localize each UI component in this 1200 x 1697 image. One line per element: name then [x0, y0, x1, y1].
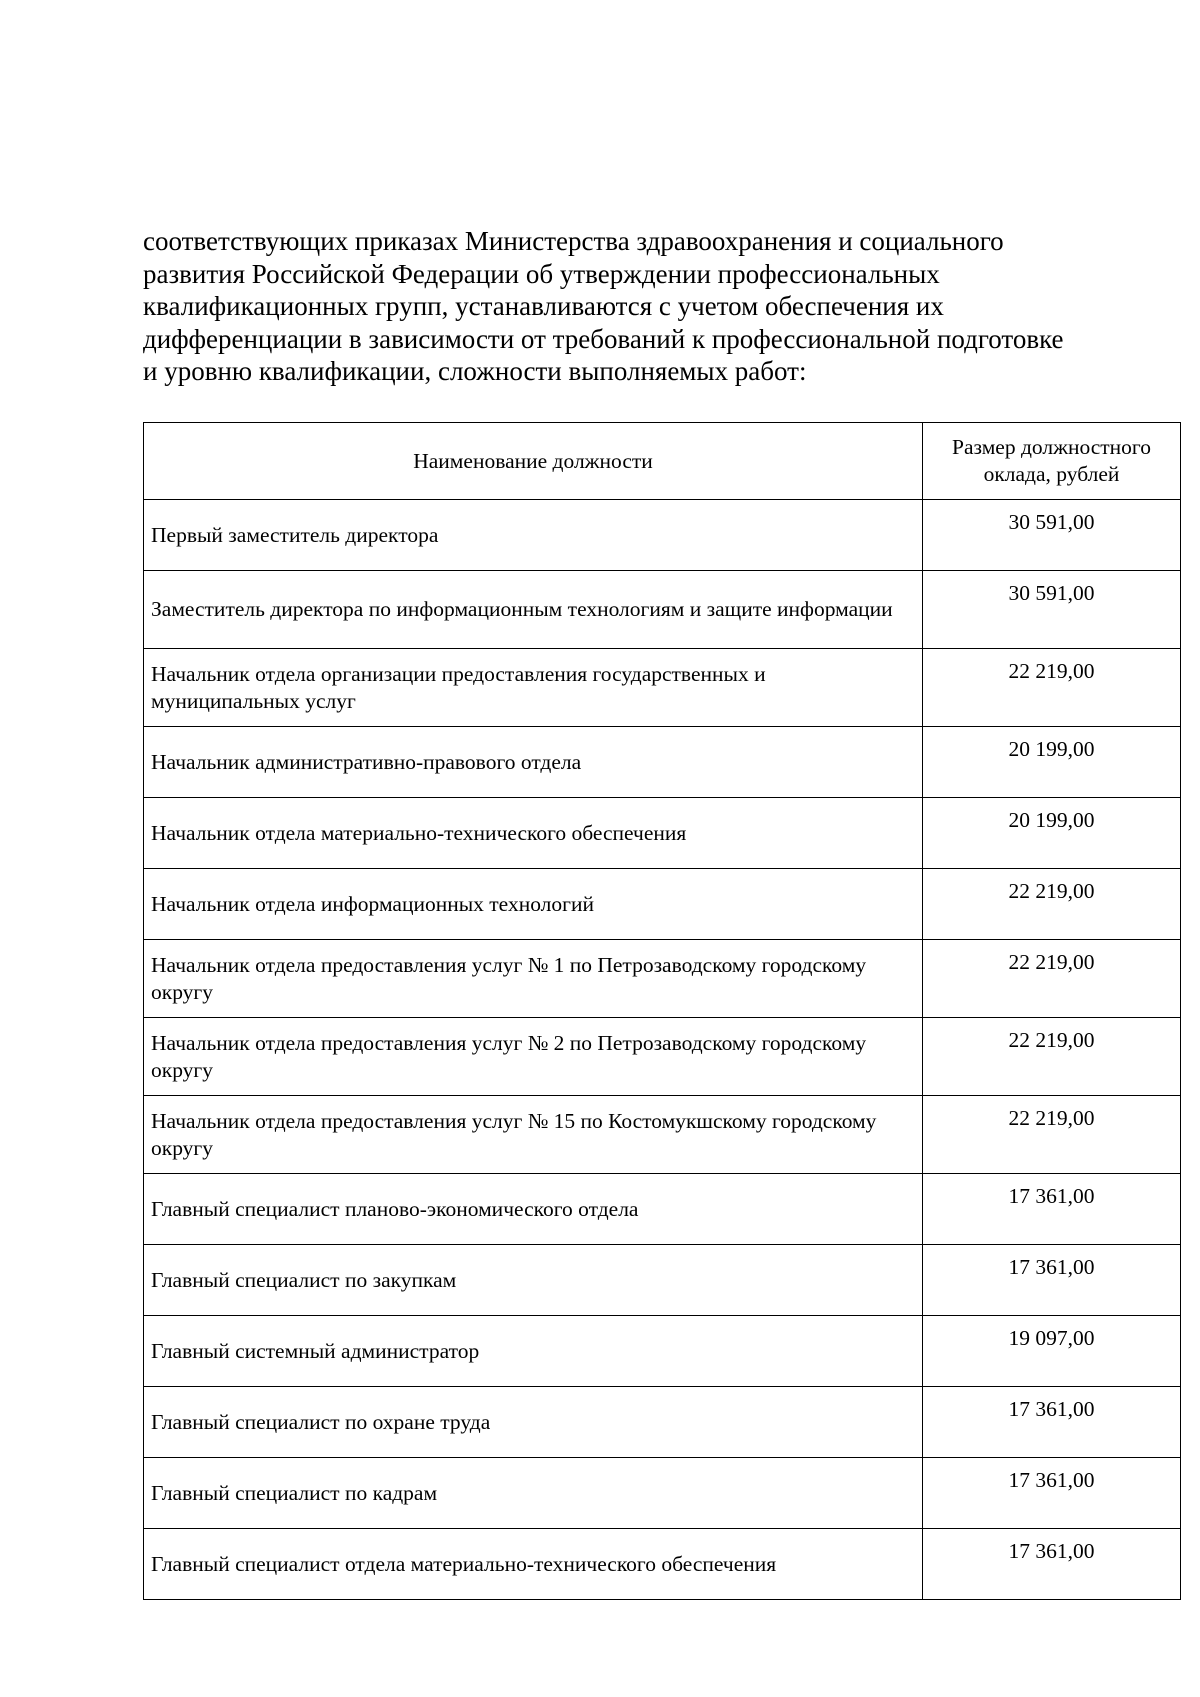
position-name: Главный специалист по закупкам [151, 1267, 457, 1292]
table-row [144, 500, 1181, 571]
table-row [144, 869, 1181, 940]
salary-value: 19 097,00 [1008, 1326, 1095, 1350]
table-row [144, 1018, 1181, 1096]
table-header-row [144, 423, 1181, 500]
position-name: Первый заместитель директора [151, 522, 439, 547]
position-name: Главный специалист планово-экономического отдела [151, 1196, 639, 1221]
position-name: Начальник отдела материально-технического обеспечения [151, 820, 687, 845]
table-row [144, 1096, 1181, 1174]
position-name: Главный специалист по охране труда [151, 1409, 491, 1434]
position-name: Заместитель директора по информационным технологиям и защите информации [151, 597, 893, 621]
salary-value: 30 591,00 [1008, 581, 1095, 605]
intro-line: и уровню квалификации, сложности выполняемых работ: [143, 356, 807, 386]
table-row [144, 940, 1181, 1018]
salary-value: 20 199,00 [1008, 737, 1095, 761]
position-name: Начальник отдела информационных технологий [151, 891, 594, 916]
salary-table [143, 422, 1181, 1600]
intro-line: соответствующих приказах Министерства здравоохранения и социального [143, 226, 1004, 256]
salary-value: 20 199,00 [1008, 808, 1095, 832]
table-row [144, 798, 1181, 869]
position-name: Начальник отдела предоставления услуг № 1 по Петрозаводскому городскому округу [151, 952, 867, 1004]
column-header-position: Наименование должности [144, 423, 923, 500]
salary-value: 17 361,00 [1008, 1184, 1095, 1208]
position-name: Начальник административно-правового отдела [151, 749, 582, 774]
table-row [144, 1529, 1181, 1600]
position-name: Главный системный администратор [151, 1338, 480, 1363]
table-row [144, 1387, 1181, 1458]
position-name: Начальник отдела предоставления услуг № 2 по Петрозаводскому городскому округу [151, 1030, 867, 1082]
position-name: Начальник отдела предоставления услуг № 15 по Костомукшскому городскому округу [151, 1108, 877, 1160]
intro-paragraph [143, 225, 1153, 388]
position-name: Главный специалист по кадрам [151, 1480, 438, 1505]
salary-value: 22 219,00 [1008, 950, 1095, 974]
salary-value: 22 219,00 [1008, 659, 1095, 683]
salary-value: 22 219,00 [1008, 879, 1095, 903]
position-name: Начальник отдела организации предоставления государственных и муниципальных услуг [151, 661, 766, 713]
intro-line: дифференциации в зависимости от требований к профессиональной подготовке [143, 323, 1064, 354]
table-row [144, 1316, 1181, 1387]
column-header-salary: Размер должностного оклада, рублей [923, 423, 1181, 500]
salary-value: 17 361,00 [1008, 1468, 1095, 1492]
table-row [144, 1245, 1181, 1316]
table-row [144, 1458, 1181, 1529]
table-row [144, 571, 1181, 649]
table-row [144, 649, 1181, 727]
table-row [144, 727, 1181, 798]
salary-value: 22 219,00 [1008, 1106, 1095, 1130]
salary-value: 22 219,00 [1008, 1028, 1095, 1052]
table-row [144, 1174, 1181, 1245]
position-name: Главный специалист отдела материально-технического обеспечения [151, 1551, 777, 1576]
intro-line: квалификационных групп, устанавливаются с учетом обеспечения их [143, 291, 944, 321]
salary-value: 17 361,00 [1008, 1255, 1095, 1279]
salary-value: 17 361,00 [1008, 1539, 1095, 1563]
intro-line: развития Российской Федерации об утверждении профессиональных [143, 258, 940, 289]
salary-value: 30 591,00 [1008, 510, 1095, 534]
salary-value: 17 361,00 [1008, 1397, 1095, 1421]
